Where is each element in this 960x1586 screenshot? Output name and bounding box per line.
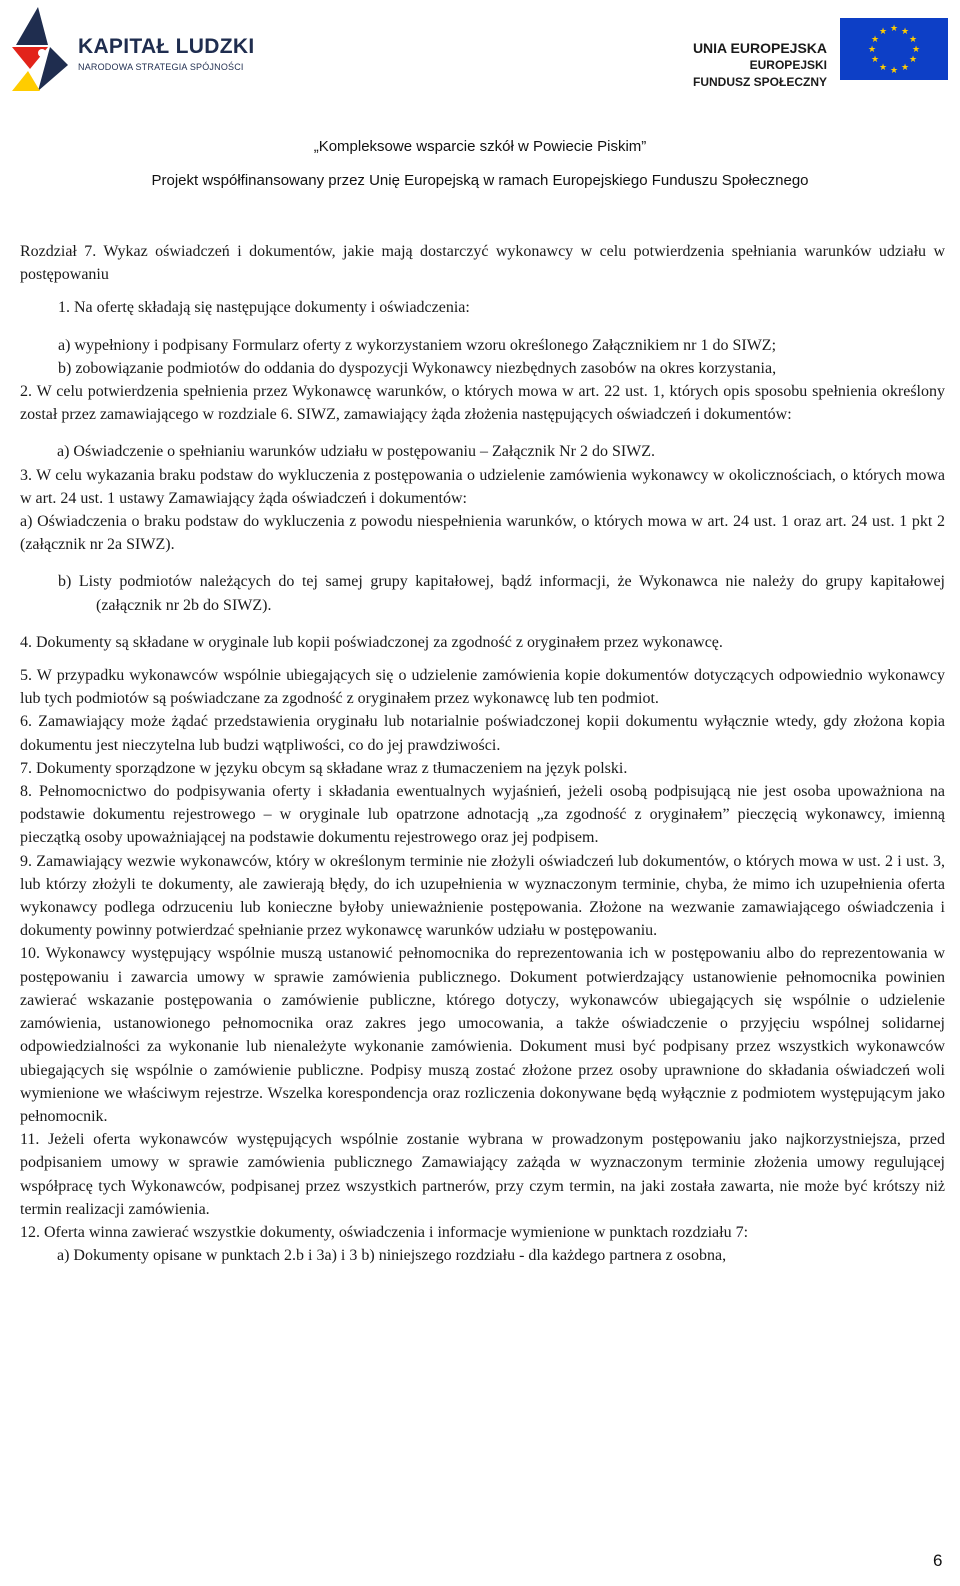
svg-text:★: ★ bbox=[870, 35, 880, 45]
svg-text:★: ★ bbox=[889, 66, 899, 76]
svg-text:★: ★ bbox=[908, 35, 918, 45]
paragraph-8: 8. Pełnomocnictwo do podpisywania oferty i składania ewentualnych wyjaśnień, jeżeli osobą podpisującą nie jest osoba upoważniona na podstawie dokumentu rejestrowego – w oryginale lub opatrzone adnotacją „za zgodność z oryginałem” pieczęcią wykonawcy, imienną pieczątką osoby upoważniającej na podstawie dokumentu rejestrowego oraz jej podpisem. bbox=[20, 783, 945, 847]
paragraph-2a: a) Oświadczenie o spełnianiu warunków udziału w postępowaniu – Załącznik Nr 2 do SIWZ. bbox=[57, 443, 656, 461]
eu-line-2: EUROPEJSKI bbox=[749, 58, 827, 72]
paragraph-3b: b) Listy podmiotów należących do tej samej grupy kapitałowej, bądź informacji, że Wykonawca nie należy do grupy kapitałowej (załącznik nr 2b do SIWZ). bbox=[58, 573, 945, 614]
eu-line-1: UNIA EUROPEJSKA bbox=[692, 40, 827, 56]
svg-text:★: ★ bbox=[900, 63, 910, 73]
page-number: 6 bbox=[933, 1551, 943, 1570]
paragraph-1: 1. Na ofertę składają się następujące dokumenty i oświadczenia: bbox=[58, 299, 470, 317]
paragraph-9: 9. Zamawiający wezwie wykonawców, który w określonym terminie nie złożyli oświadczeń lub dokumentów, o których mowa w ust. 2 i ust. 3, lub którzy złożyli te dokumenty, ale zawierają błędy, do ich uzupełnienia w wyznaczonym terminie, chyba, że mimo ich uzupełnienia oferta wykonawcy podlega odrzuceniu lub konieczne byłoby unieważnienie postępowania. Złożone na wezwanie zamawiającego oświadczenia i dokumenty powinny potwierdzać spełnianie przez wykonawcę warunków udziału w postępowaniu. bbox=[20, 852, 945, 940]
eu-flag-icon bbox=[840, 18, 948, 80]
eu-logo bbox=[682, 18, 952, 88]
paragraph-7: 7. Dokumenty sporządzone w języku obcym są składane wraz z tłumaczeniem na język polski. bbox=[20, 759, 628, 777]
chapter-heading: Rozdział 7. Wykaz oświadczeń i dokumentów, jakie mają dostarczyć wykonawcy w celu potwierdzenia spełniania warunków udziału w postępowaniu bbox=[20, 243, 945, 284]
paragraph-1b: b) zobowiązanie podmiotów do oddania do dyspozycji Wykonawcy niezbędnych zasobów na okres korzystania, bbox=[58, 359, 777, 377]
paragraph-2: 2. W celu potwierdzenia spełnienia przez Wykonawcę warunków, o których mowa w art. 22 ust. 1, których opis sposobu spełnienia określony został przez zamawiającego w rozdziale 6. SIWZ, zamawiający żąda złożenia następujących oświadczeń i dokumentów: bbox=[20, 383, 945, 424]
svg-text:★: ★ bbox=[870, 55, 880, 65]
svg-text:★: ★ bbox=[878, 27, 888, 37]
page-header bbox=[0, 0, 960, 200]
document-body bbox=[20, 240, 945, 1267]
paragraph-4: 4. Dokumenty są składane w oryginale lub kopii poświadczonej za zgodność z oryginałem przez wykonawcę. bbox=[20, 633, 723, 651]
paragraph-3a: a) Oświadczenia o braku podstaw do wykluczenia z powodu niespełnienia warunków, o których mowa w art. 24 ust. 1 oraz art. 24 ust. 1 pkt 2 (załącznik nr 2a SIWZ). bbox=[20, 513, 945, 554]
svg-text:★: ★ bbox=[878, 63, 888, 73]
svg-text:★: ★ bbox=[867, 45, 877, 55]
paragraph-6: 6. Zamawiający może żądać przedstawienia oryginału lub notarialnie poświadczonej kopii dokumentu wyłącznie wtedy, gdy złożona kopia dokumentu jest nieczytelna lub budzi wątpliwości, co do jej prawdziwości. bbox=[20, 713, 945, 754]
paragraph-3: 3. W celu wykazania braku podstaw do wykluczenia z postępowania o udzielenie zamówienia wykonawcy w okolicznościach, o których mowa w art. 24 ust. 1 ustawy Zamawiający żąda oświadczeń i dokumentów: bbox=[20, 466, 945, 507]
paragraph-10: 10. Wykonawcy występujący wspólnie muszą ustanowić pełnomocnika do reprezentowania ich w postępowaniu albo do reprezentowania w postępowaniu i zawarcia umowy w sprawie zamówienia publicznego. Dokument potwierdzający ustanowienie pełnomocnika powinien zawierać wskazanie postępowania o zamówienie publiczne, którego dotyczy, wykonawców ubiegających się wspólnie o udzielenie zamówienia, ustanowionego pełnomocnika oraz zakres jego umocowania, a także oświadczenie o przyjęciu wspólnej solidarnej odpowiedzialności za wykonanie lub nienależyte wykonanie zamówienia. Dokument musi być podpisany przez wszystkich wykonawców ubiegających się wspólnie o zamówienie publiczne. Podpisy muszą zostać złożone przez osoby uprawnione do składania oświadczeń woli wymienione we właściwym rejestrze. Wszelka korespondencja oraz rozliczenia dokonywane będą wyłącznie z podmiotem występującym jako pełnomocnik. bbox=[20, 945, 945, 1125]
eu-line-3: FUNDUSZ SPOŁECZNY bbox=[692, 75, 827, 89]
svg-text:★: ★ bbox=[889, 24, 899, 34]
eu-logo-text bbox=[693, 40, 827, 91]
logo-title: KAPITAŁ LUDZKI bbox=[78, 35, 255, 58]
project-title: „Kompleksowe wsparcie szkół w Powiecie Piskim” bbox=[313, 138, 647, 155]
svg-text:★: ★ bbox=[900, 27, 910, 37]
svg-text:★: ★ bbox=[911, 45, 921, 55]
paragraph-12a: a) Dokumenty opisane w punktach 2.b i 3a) i 3 b) niniejszego rozdziału - dla każdego partnera z osobna, bbox=[57, 1247, 727, 1265]
paragraph-1a: a) wypełniony i podpisany Formularz oferty z wykorzystaniem wzoru określonego Załącznikiem nr 1 do SIWZ; bbox=[58, 336, 777, 354]
paragraph-5: 5. W przypadku wykonawców wspólnie ubiegających się o udzielenie zamówienia kopie dokumentów dotyczących odpowiednio wykonawcy lub tych podmiotów są poświadczane za zgodność z oryginałem przez wykonawcę lub ten podmiot. bbox=[20, 667, 945, 708]
svg-text:★: ★ bbox=[908, 55, 918, 65]
paragraph-12: 12. Oferta winna zawierać wszystkie dokumenty, oświadczenia i informacje wymienione w punktach rozdziału 7: bbox=[20, 1223, 749, 1241]
paragraph-11: 11. Jeżeli oferta wykonawców występujących wspólnie zostanie wybrana w prowadzonym postępowaniu jako najkorzystniejsza, przed podpisaniem umowy w sprawie zamówienia publicznego Zamawiający zażąda w wyznaczonym terminie złożenia umowy regulującej współpracę tych Wykonawców, podpisanej przez wszystkich partnerów, przy czym termin, na jaki została zawarta, nie może być krótszy niż termin realizacji zamówienia. bbox=[20, 1131, 945, 1218]
logo-subtitle: NARODOWA STRATEGIA SPÓJNOŚCI bbox=[78, 62, 244, 72]
kapital-ludzki-logo bbox=[8, 5, 268, 95]
kapital-ludzki-star-icon bbox=[8, 5, 72, 95]
cofinance-statement: Projekt współfinansowany przez Unię Europejską w ramach Europejskiego Funduszu Społecznego bbox=[151, 172, 809, 189]
